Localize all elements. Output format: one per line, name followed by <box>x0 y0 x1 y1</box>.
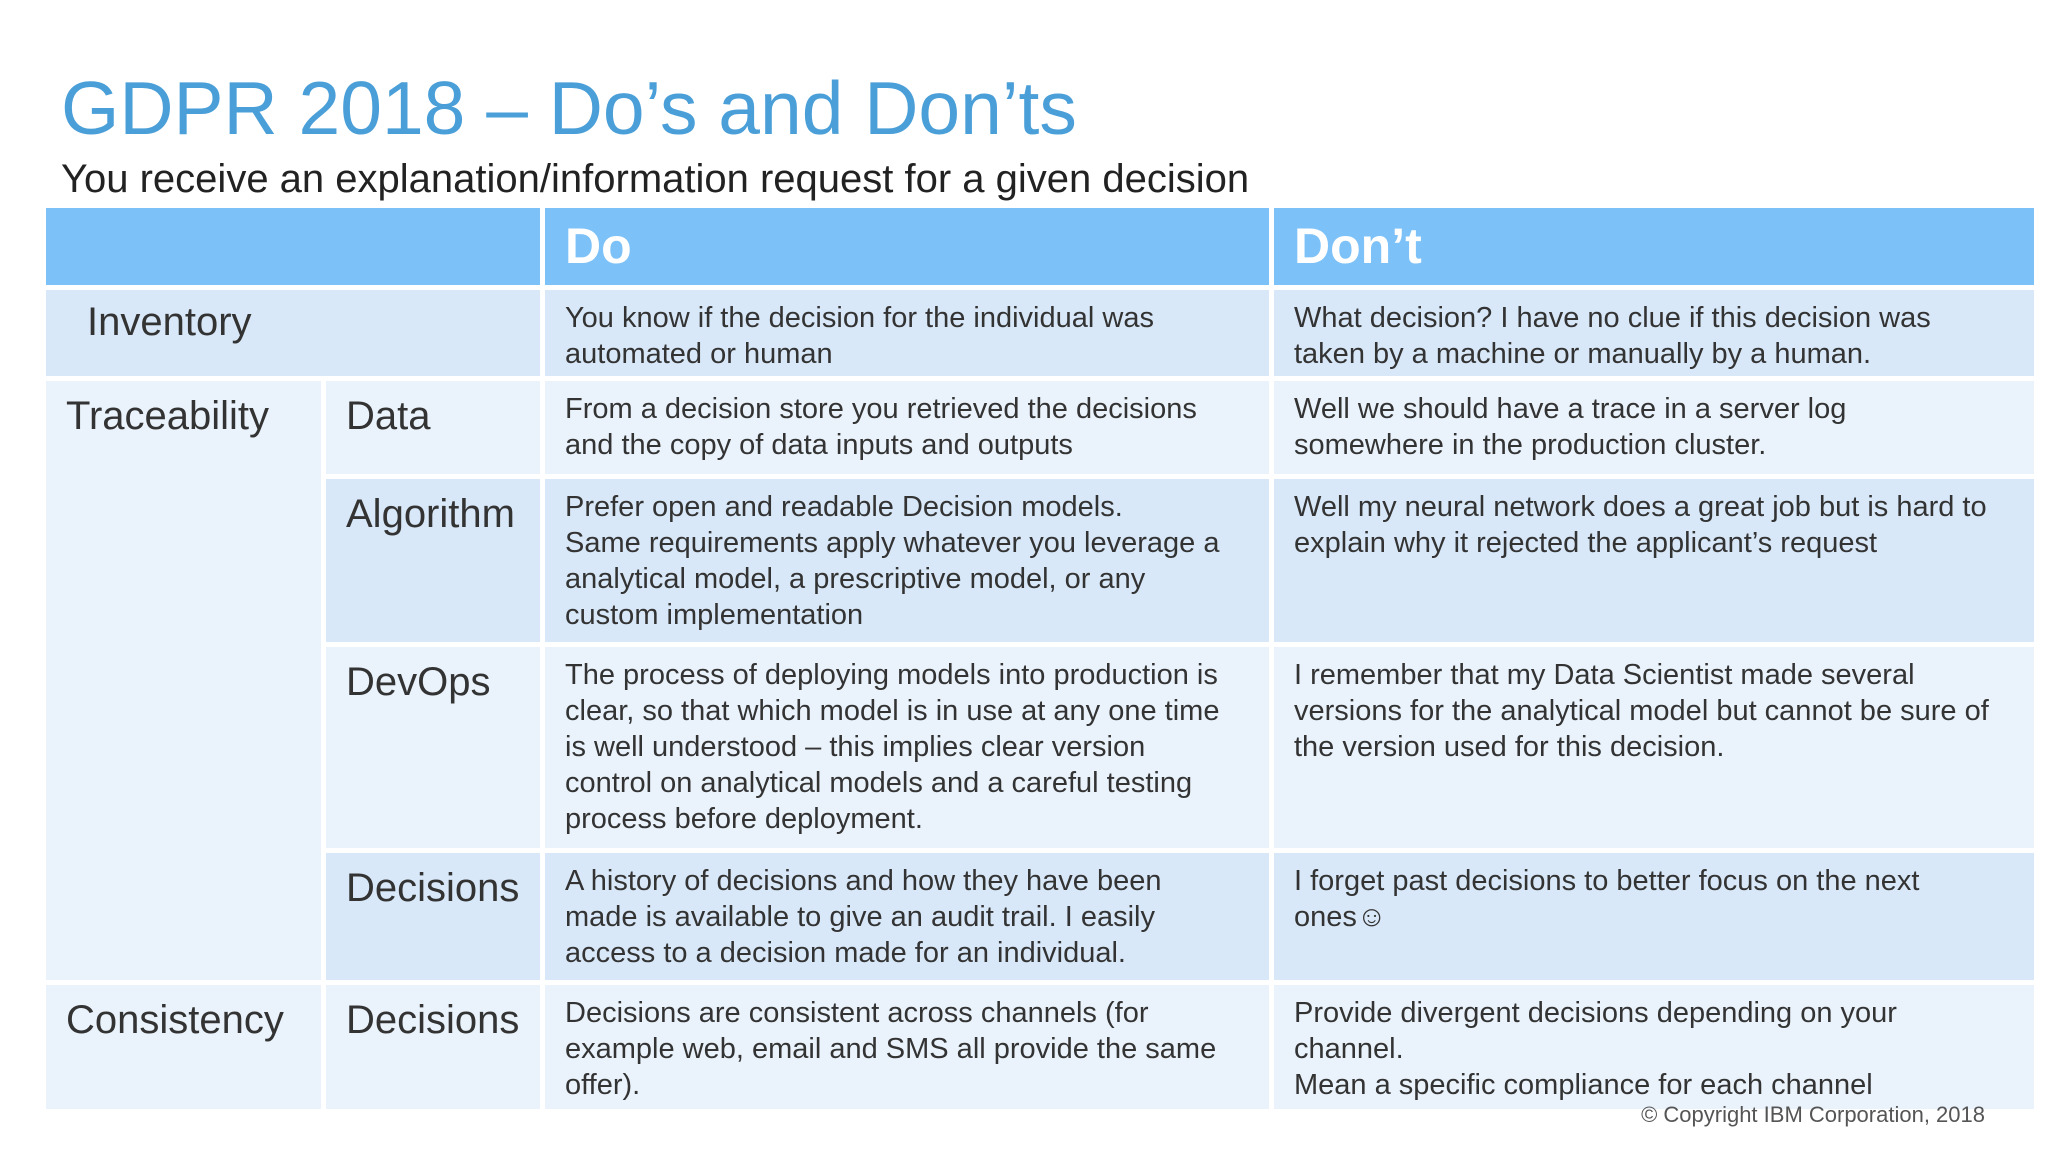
table-header-dont: Don’t <box>1274 208 2034 285</box>
row-label-decisions: Decisions <box>326 853 540 980</box>
table-header-blank <box>46 208 540 285</box>
text-line: custom implementation <box>565 599 864 631</box>
text-line: Prefer open and readable Decision models. <box>565 491 1123 523</box>
slide-title: GDPR 2018 – Do’s and Don’ts <box>61 66 1077 150</box>
inventory-dont-cell <box>1274 290 2034 376</box>
copyright-notice: © Copyright IBM Corporation, 2018 <box>1641 1102 1985 1127</box>
text-line: I forget past decisions to better focus on the next <box>1294 865 1920 897</box>
text-line: offer). <box>565 1069 641 1101</box>
consistency-dont-cell <box>1274 985 2034 1109</box>
consistency-do-cell <box>545 985 1269 1109</box>
text-line: Provide divergent decisions depending on your <box>1294 997 1897 1029</box>
group-label-consistency: Consistency <box>46 985 321 1109</box>
devops-do-cell <box>545 647 1269 848</box>
text-line: I remember that my Data Scientist made several <box>1294 659 1915 691</box>
row-label-consistency-decisions: Decisions <box>326 985 540 1109</box>
text-line: ones☺ <box>1294 901 1387 933</box>
text-line: Mean a specific compliance for each channel <box>1294 1069 1873 1101</box>
text-line: Same requirements apply whatever you leverage a <box>565 527 1220 559</box>
text-line: and the copy of data inputs and outputs <box>565 429 1073 461</box>
text-line: is well understood – this implies clear version <box>565 731 1146 763</box>
text-line: Decisions are consistent across channels (for <box>565 997 1149 1029</box>
row-label-algorithm: Algorithm <box>326 479 540 642</box>
decisions-dont-cell <box>1274 853 2034 980</box>
text-line: Well my neural network does a great job but is hard to <box>1294 491 1987 523</box>
text-line: From a decision store you retrieved the decisions <box>565 393 1197 425</box>
row-label-data: Data <box>326 381 540 474</box>
text-line: explain why it rejected the applicant’s request <box>1294 527 1878 559</box>
data-dont-cell <box>1274 381 2034 474</box>
text-line: channel. <box>1294 1033 1404 1065</box>
text-line: access to a decision made for an individual. <box>565 937 1126 969</box>
algorithm-do-cell <box>545 479 1269 642</box>
algorithm-dont-cell <box>1274 479 2034 642</box>
text-line: the version used for this decision. <box>1294 731 1725 763</box>
inventory-do-cell <box>545 290 1269 376</box>
data-do-cell <box>545 381 1269 474</box>
row-label-devops: DevOps <box>326 647 540 848</box>
text-line: versions for the analytical model but cannot be sure of <box>1294 695 1989 727</box>
slide-subtitle: You receive an explanation/information request for a given decision <box>61 157 1250 201</box>
text-line: automated or human <box>565 338 833 370</box>
text-line: analytical model, a prescriptive model, or any <box>565 563 1146 595</box>
text-line: A history of decisions and how they have been <box>565 865 1162 897</box>
text-line: What decision? I have no clue if this decision was <box>1294 302 1931 334</box>
text-line: taken by a machine or manually by a human. <box>1294 338 1872 370</box>
text-line: process before deployment. <box>565 803 923 835</box>
text-line: made is available to give an audit trail. I easily <box>565 901 1155 933</box>
text-line: somewhere in the production cluster. <box>1294 429 1767 461</box>
decisions-do-cell <box>545 853 1269 980</box>
devops-dont-cell <box>1274 647 2034 848</box>
text-line: example web, email and SMS all provide the same <box>565 1033 1217 1065</box>
dos-and-donts-table <box>46 208 2019 1101</box>
group-label-traceability: Traceability <box>46 381 321 980</box>
text-line: Well we should have a trace in a server log <box>1294 393 1847 425</box>
table-header-do: Do <box>545 208 1269 285</box>
text-line: clear, so that which model is in use at any one time <box>565 695 1220 727</box>
row-label-inventory: Inventory <box>46 290 540 376</box>
text-line: control on analytical models and a careful testing <box>565 767 1193 799</box>
text-line: The process of deploying models into production is <box>565 659 1218 691</box>
text-line: You know if the decision for the individual was <box>565 302 1154 334</box>
